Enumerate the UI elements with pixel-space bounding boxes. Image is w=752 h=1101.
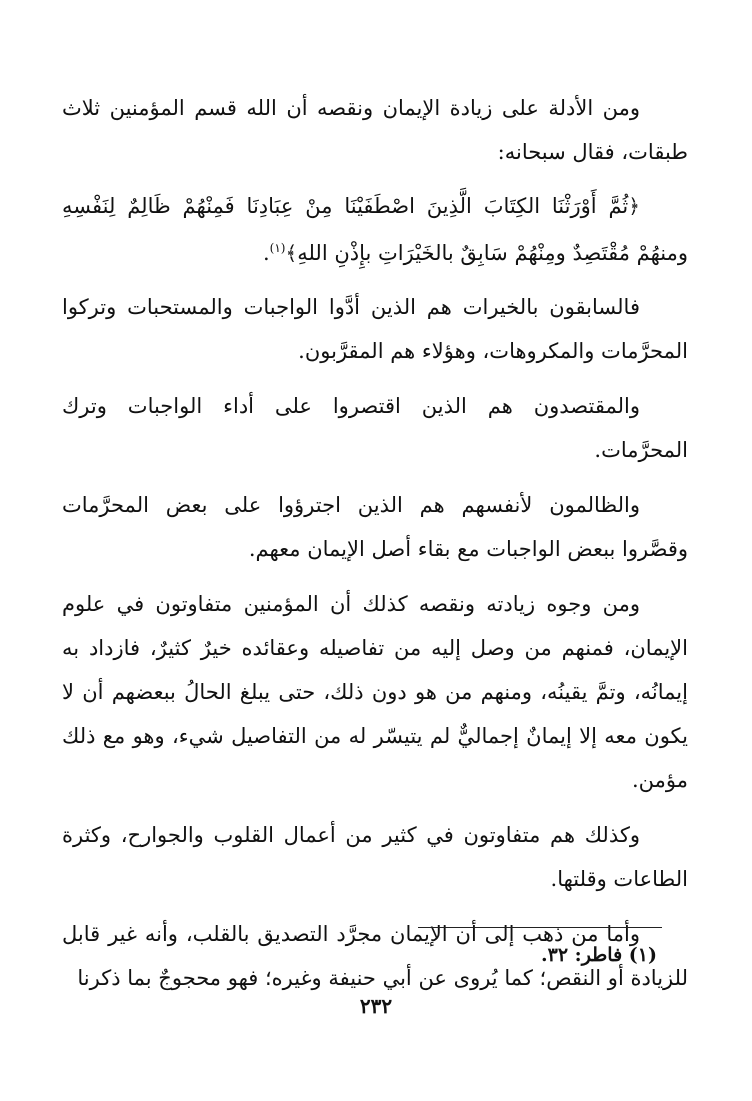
verse-end-mark: . [262,241,270,265]
paragraph-1: ومن الأدلة على زيادة الإيمان ونقصه أن الله قسم المؤمنين ثلاث طبقات، فقال سبحانه: [62,96,688,164]
footnote-marker: (١) [269,241,286,255]
paragraph-7: وأما من ذهب إلى أن الإيمان مجرَّد التصديق بالقلب، وأنه غير قابل للزيادة أو النقص؛ كما يُروى عن أبي حنيفة وغيره؛ فهو محجوجٌ بما ذكرنا [62,922,688,990]
footnote-divider [418,927,662,928]
paragraph-4: والظالمون لأنفسهم هم الذين اجترؤوا على بعض المحرَّمات وقصَّروا ببعض الواجبات مع بقاء أصل الإيمان معهم. [62,493,688,561]
verse-open-bracket: ﴿ [628,194,640,218]
paragraph-6: وكذلك هم متفاوتون في كثير من أعمال القلوب والجوارح، وكثرة الطاعات وقلتها. [62,823,688,891]
paragraph-5: ومن وجوه زيادته ونقصه كذلك أن المؤمنين متفاوتون في علوم الإيمان، فمنهم من وصل إليه من تفاصيله وعقائده خيرٌ كثيرٌ، فازداد به إيمانُه، وتمَّ يقينُه، ومنهم من هو دون ذلك، حتى يبلغ الحالُ ببعضهم أن لا يكون معه إلا إيمانٌ إجماليٌّ لم يتيسّر له من التفاصيل شيء، وهو مع ذلك مؤمن. [62,592,688,792]
paragraph-2: فالسابقون بالخيرات هم الذين أدَّوا الواجبات والمستحبات وتركوا المحرَّمات والمكروهات، وهؤلاء هم المقرَّبون. [62,295,688,363]
verse-close-bracket: ﴾ [285,241,298,265]
footnote: (١) فاطر: ٣٢. [541,944,657,966]
verse-text: ثُمَّ أَوْرَثْنَا الكِتَابَ الَّذِينَ اصْطَفَيْنَا مِنْ عِبَادِنَا فَمِنْهُمْ ظَالِمٌ لِنَفْسِهِ ومنهُمْ مُقْتَصِدٌ ومِنْهُمْ سَابِقٌ بالخَيْرَاتِ بإِذْنِ اللهِ [62,194,688,265]
main-text [62,86,688,1011]
paragraph-3: والمقتصدون هم الذين اقتصروا على أداء الواجبات وترك المحرَّمات. [62,394,688,462]
page-number: ٢٣٢ [359,994,393,1018]
quran-verse [62,185,688,274]
